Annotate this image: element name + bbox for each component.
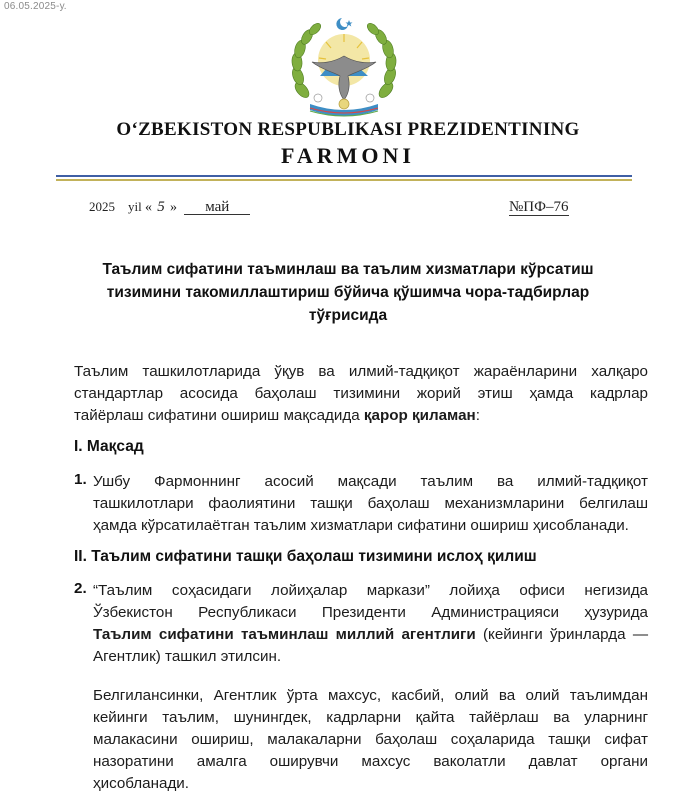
item-number-2: 2.	[74, 580, 87, 597]
agency-name: Таълим сифатини таъминлаш миллий агентлиги	[93, 626, 476, 643]
agency-line: малакасини ошириш, малакаларни баҳолаш соҳаларида ташқи сифат	[93, 731, 648, 748]
agency-line: Белгилансинки, Агентлик ўрта махсус, касбий, олий ва олий таълимдан	[93, 687, 648, 704]
item-2-line	[93, 624, 648, 646]
item-1-text	[93, 471, 648, 537]
agency-line: кейинги таълим, шунингдек, кадрларни қайта тайёрлаш ва уларнинг	[93, 709, 648, 726]
date-quote-open: «	[144, 200, 152, 215]
intro-text: тайёрлаш сифатини ошириш мақсадида	[74, 407, 364, 424]
decree-title	[98, 258, 598, 327]
item-2-line: Агентлик) ташкил этилсин.	[93, 648, 282, 665]
date-yil: yil	[128, 199, 142, 214]
date-quote-close: »	[169, 200, 177, 215]
item-2-note: (кейинги ўринларда —	[475, 626, 649, 643]
header-title: O‘ZBEKISTON RESPUBLIKASI PREZIDENTINING	[116, 119, 580, 140]
item-2-line: “Таълим соҳасидаги лойиҳалар маркази” лойиҳа офиси негизида	[93, 582, 648, 599]
section-heading-1: I. Мақсад	[74, 438, 144, 455]
agency-line: назоратини амалга оширувчи махсус ваколатли давлат органи	[93, 753, 648, 770]
date-month: май	[184, 200, 250, 215]
section-heading-2: II. Таълим сифатини ташқи баҳолаш тизимини ислоҳ қилиш	[74, 548, 537, 565]
item-2-line: Ўзбекистон Республикаси Президенти Администрацияси ҳузурида	[93, 604, 648, 621]
date-year: 2025	[89, 199, 115, 214]
divider-gold	[56, 179, 632, 181]
item-number-1: 1.	[74, 471, 87, 488]
item-1-line: ҳамда кўрсатилаётган таълим хизматлари сифатини ошириш ҳисобланади.	[93, 517, 629, 534]
item-1-line: Ушбу Фармоннинг асосий мақсади таълим ва илмий-тадқиқот	[93, 473, 648, 490]
title-line: тўғрисида	[308, 307, 388, 324]
agency-paragraph	[93, 685, 648, 795]
agency-line: ҳисобланади.	[93, 775, 190, 792]
state-emblem-icon	[288, 12, 400, 120]
intro-line: Таълим ташкилотларида ўқув ва илмий-тадқиқот жараёнларини халқаро	[74, 363, 648, 380]
item-2-text	[93, 580, 648, 668]
intro-paragraph	[74, 361, 648, 427]
document-number	[509, 199, 569, 216]
title-line: тизимини такомиллаштириш бўйича қўшимча чора-тадбирлар	[106, 284, 590, 301]
header-doc-type: FARMONI	[281, 143, 415, 168]
date-stamp: 06.05.2025-у.	[4, 1, 67, 12]
item-1-line: ташкилотлари фаолиятини ташқи баҳолаш механизмларини белгилаш	[93, 495, 648, 512]
intro-colon: :	[475, 407, 480, 424]
document-number-text: №ПФ–76	[509, 199, 569, 215]
intro-resolution: қарор қиламан	[363, 407, 476, 424]
intro-line: стандартлар асосида баҳолаш тизимини жорий этиш ҳамда кадрлар	[74, 385, 648, 402]
title-line: Таълим сифатини таъминлаш ва таълим хизматлари кўрсатиш	[102, 261, 594, 278]
decree-date	[89, 199, 250, 216]
intro-line	[74, 405, 648, 427]
divider-blue	[56, 175, 632, 177]
date-day: 5	[157, 199, 165, 215]
